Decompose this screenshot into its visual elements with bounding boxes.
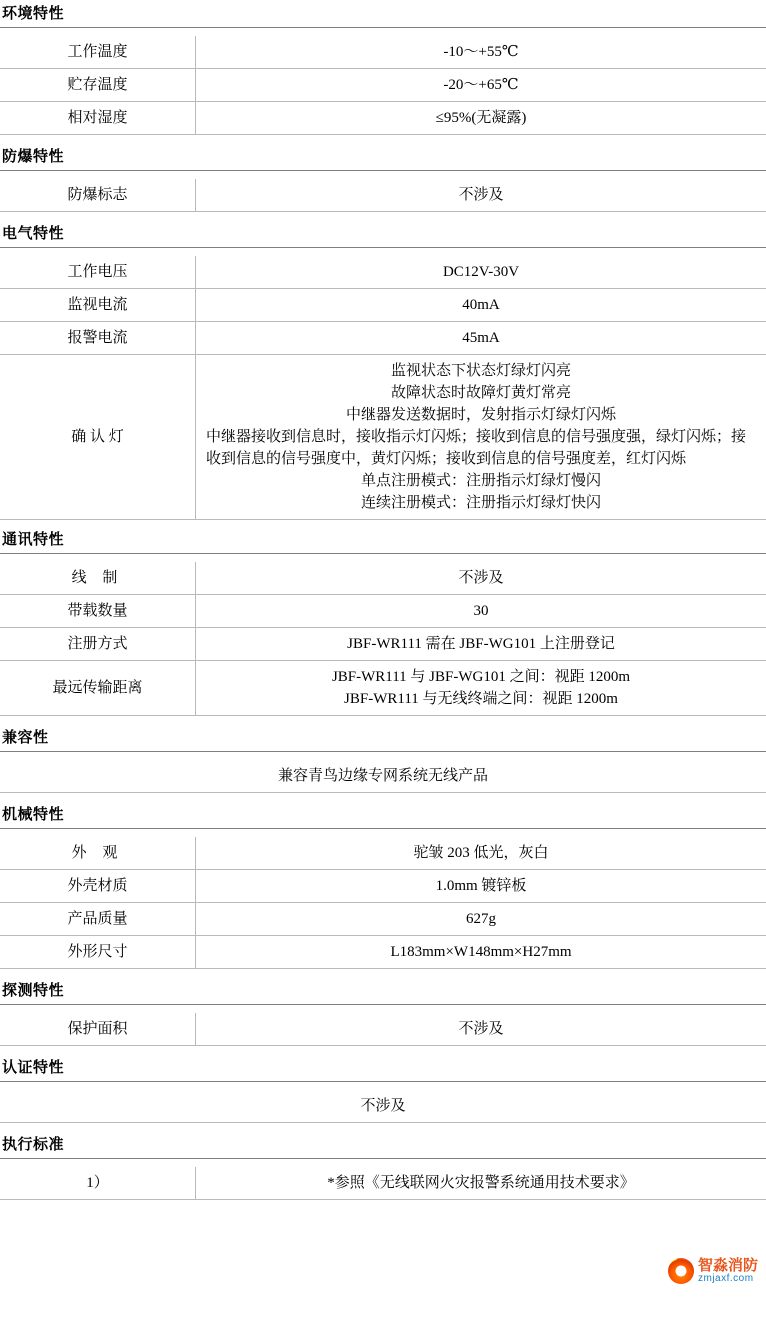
table-row bbox=[0, 595, 766, 628]
row-label: 外形尺寸 bbox=[0, 936, 196, 969]
row-value: ≤95%(无凝露) bbox=[196, 102, 766, 135]
spec-table bbox=[0, 1090, 766, 1123]
row-label: 1） bbox=[0, 1167, 196, 1200]
section-compatibility bbox=[0, 724, 766, 793]
section-environment bbox=[0, 0, 766, 135]
table-row bbox=[0, 102, 766, 135]
table-row bbox=[0, 870, 766, 903]
row-label: 确 认 灯 bbox=[0, 355, 196, 520]
row-value: DC12V-30V bbox=[196, 256, 766, 289]
row-value bbox=[196, 355, 766, 520]
section-heading: 认证特性 bbox=[0, 1054, 766, 1082]
row-value: 兼容青鸟边缘专网系统无线产品 bbox=[0, 760, 766, 793]
section-heading: 机械特性 bbox=[0, 801, 766, 829]
spec-table bbox=[0, 837, 766, 969]
row-value: 不涉及 bbox=[0, 1090, 766, 1123]
section-heading: 防爆特性 bbox=[0, 143, 766, 171]
row-label: 带载数量 bbox=[0, 595, 196, 628]
section-heading: 通讯特性 bbox=[0, 526, 766, 554]
row-value: L183mm×W148mm×H27mm bbox=[196, 936, 766, 969]
section-electrical bbox=[0, 220, 766, 520]
table-row bbox=[0, 289, 766, 322]
row-label: 注册方式 bbox=[0, 628, 196, 661]
row-label: 工作电压 bbox=[0, 256, 196, 289]
row-value: -10～+55℃ bbox=[196, 36, 766, 69]
value-line: 监视状态下状态灯绿灯闪亮 bbox=[390, 363, 571, 379]
section-standards bbox=[0, 1131, 766, 1200]
row-label: 监视电流 bbox=[0, 289, 196, 322]
section-mechanical bbox=[0, 801, 766, 969]
brand-logo bbox=[668, 1258, 758, 1284]
section-certification bbox=[0, 1054, 766, 1123]
section-heading: 探测特性 bbox=[0, 977, 766, 1005]
spec-table bbox=[0, 1013, 766, 1046]
section-heading: 兼容性 bbox=[0, 724, 766, 752]
spec-table bbox=[0, 179, 766, 212]
row-value: 1.0mm 镀锌板 bbox=[196, 870, 766, 903]
spec-table bbox=[0, 1167, 766, 1200]
value-lines bbox=[202, 666, 760, 710]
table-row bbox=[0, 837, 766, 870]
row-label: 工作温度 bbox=[0, 36, 196, 69]
table-row bbox=[0, 760, 766, 793]
spec-table bbox=[0, 36, 766, 135]
table-row bbox=[0, 1090, 766, 1123]
row-value: JBF-WR111 需在 JBF-WG101 上注册登记 bbox=[196, 628, 766, 661]
row-label: 外壳材质 bbox=[0, 870, 196, 903]
value-line: 中继器发送数据时，发射指示灯绿灯闪烁 bbox=[345, 407, 616, 423]
row-label: 防爆标志 bbox=[0, 179, 196, 212]
row-label: 相对湿度 bbox=[0, 102, 196, 135]
row-value: 40mA bbox=[196, 289, 766, 322]
table-row bbox=[0, 628, 766, 661]
brand-name-cn: 智淼消防 bbox=[697, 1256, 758, 1274]
table-row bbox=[0, 36, 766, 69]
row-value: 不涉及 bbox=[196, 1013, 766, 1046]
table-row bbox=[0, 661, 766, 716]
table-row bbox=[0, 179, 766, 212]
spec-table bbox=[0, 256, 766, 520]
row-label: 线 制 bbox=[0, 562, 196, 595]
section-heading: 电气特性 bbox=[0, 220, 766, 248]
table-row bbox=[0, 256, 766, 289]
table-row bbox=[0, 1167, 766, 1200]
row-value bbox=[196, 661, 766, 716]
flame-icon bbox=[668, 1258, 694, 1284]
value-line: JBF-WR111 与无线终端之间：视距 1200m bbox=[344, 691, 618, 707]
value-line: 故障状态时故障灯黄灯常亮 bbox=[390, 385, 571, 401]
value-line: 连续注册模式：注册指示灯绿灯快闪 bbox=[360, 495, 601, 511]
brand-name-en: zmjaxf.com bbox=[697, 1272, 754, 1284]
table-row bbox=[0, 355, 766, 520]
value-line: JBF-WR111 与 JBF-WG101 之间：视距 1200m bbox=[331, 669, 631, 685]
value-line: 中继器接收到信息时，接收指示灯闪烁；接收到信息的信号强度强，绿灯闪烁；接收到信息的信号强度中，黄灯闪烁；接收到信息的信号强度差，红灯闪烁 bbox=[206, 429, 747, 467]
value-line: 单点注册模式：注册指示灯绿灯慢闪 bbox=[360, 473, 601, 489]
value-lines bbox=[202, 360, 760, 514]
row-label: 外 观 bbox=[0, 837, 196, 870]
row-label: 贮存温度 bbox=[0, 69, 196, 102]
table-row bbox=[0, 562, 766, 595]
spec-table bbox=[0, 562, 766, 716]
row-value: 不涉及 bbox=[196, 179, 766, 212]
row-value: *参照《无线联网火灾报警系统通用技术要求》 bbox=[196, 1167, 766, 1200]
row-label: 产品质量 bbox=[0, 903, 196, 936]
row-value: 30 bbox=[196, 595, 766, 628]
table-row bbox=[0, 936, 766, 969]
row-value: 驼皱 203 低光，灰白 bbox=[196, 837, 766, 870]
section-explosion-proof bbox=[0, 143, 766, 212]
section-communication bbox=[0, 526, 766, 716]
brand-text bbox=[698, 1258, 758, 1284]
row-label: 报警电流 bbox=[0, 322, 196, 355]
section-heading: 环境特性 bbox=[0, 0, 766, 28]
table-row bbox=[0, 1013, 766, 1046]
section-heading: 执行标准 bbox=[0, 1131, 766, 1159]
section-detection bbox=[0, 977, 766, 1046]
row-value: -20～+65℃ bbox=[196, 69, 766, 102]
row-value: 627g bbox=[196, 903, 766, 936]
row-label: 最远传输距离 bbox=[0, 661, 196, 716]
spec-table bbox=[0, 760, 766, 793]
table-row bbox=[0, 903, 766, 936]
table-row bbox=[0, 69, 766, 102]
row-value: 45mA bbox=[196, 322, 766, 355]
table-row bbox=[0, 322, 766, 355]
row-label: 保护面积 bbox=[0, 1013, 196, 1046]
row-value: 不涉及 bbox=[196, 562, 766, 595]
